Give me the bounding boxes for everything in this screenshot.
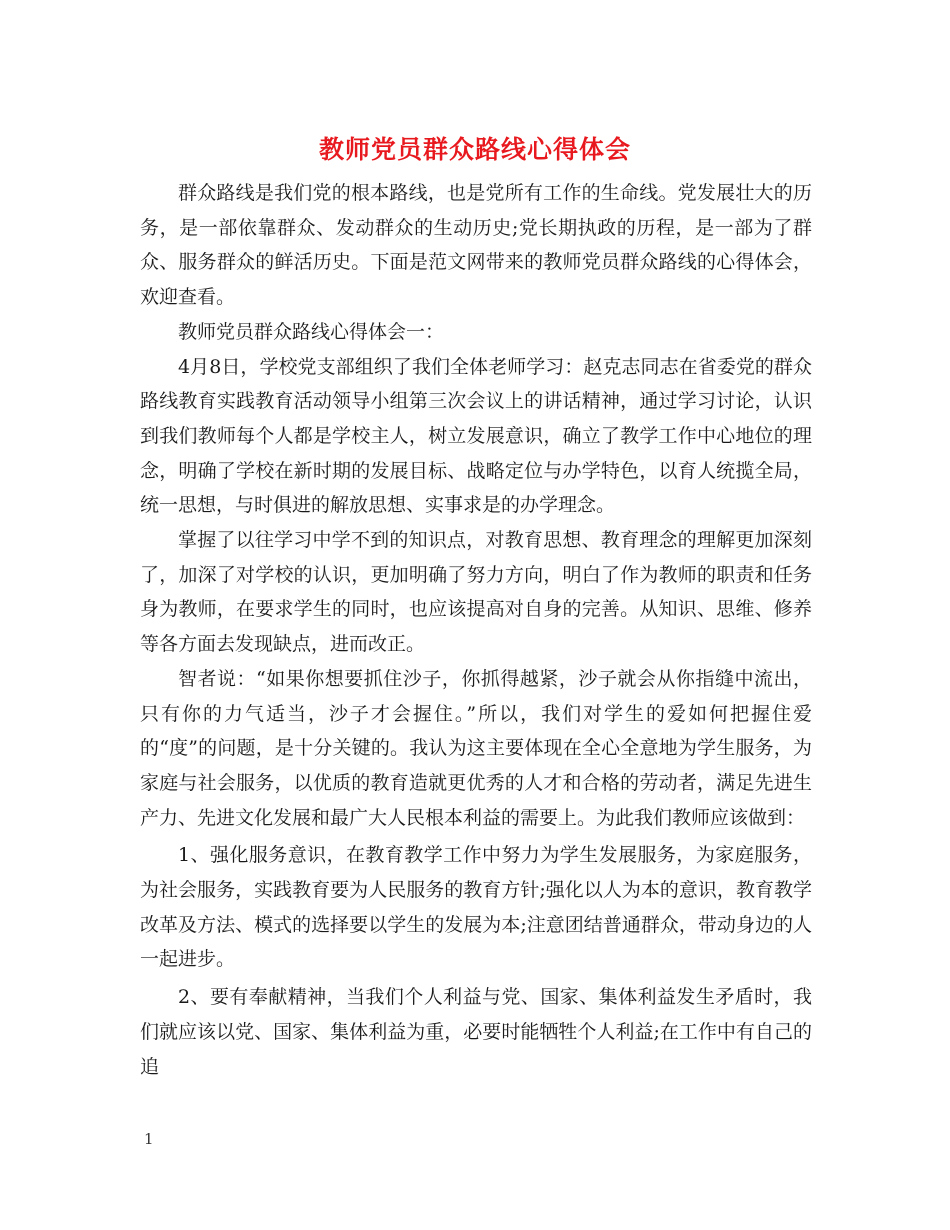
page-number: 1: [144, 1130, 154, 1148]
paragraph-subtitle: 教师党员群众路线心得体会一：: [178, 320, 445, 343]
paragraph-knowledge: 掌握了以往学习中学不到的知识点，对教育思想、教育理念的理解更加深刻了，加深了对学校的认识，更加明确了努力方向，明白了作为教师的职责和任务身为教师，在要求学生的同时，也应该提高对自身的完善。从知识、思维、修养等各方面去发现缺点，进而改正。: [140, 529, 812, 656]
paragraph-point-1: 1、强化服务意识，在教育教学工作中努力为学生发展服务，为家庭服务，为社会服务，实践教育要为人民服务的教育方针;强化以人为本的意识，教育教学改革及方法、模式的选择要以学生的发展为本;注意团结普通群众，带动身边的人一起进步。: [140, 844, 812, 971]
paragraph-study: 4月8日，学校党支部组织了我们全体老师学习：赵克志同志在省委党的群众路线教育实践教育活动领导小组第三次会议上的讲话精神，通过学习讨论，认识到我们教师每个人都是学校主人，树立发展意识，确立了教学工作中心地位的理念，明确了学校在新时期的发展目标、战略定位与办学特色，以育人统揽全局，统一思想，与时俱进的解放思想、实事求是的办学理念。: [140, 355, 812, 517]
paragraph-intro: 群众路线是我们党的根本路线，也是党所有工作的生命线。党发展壮大的历务，是一部依靠群众、发动群众的生动历史;党长期执政的历程，是一部为了群众、服务群众的鲜活历史。下面是范文网带来的教师党员群众路线的心得体会，欢迎查看。: [140, 182, 812, 309]
paragraph-quote: 智者说：“如果你想要抓住沙子，你抓得越紧，沙子就会从你指缝中流出，只有你的力气适当，沙子才会握住。”所以，我们对学生的爱如何把握住爱的“度”的问题，是十分关键的。我认为这主要体现在全心全意地为学生服务，为家庭与社会服务，以优质的教育造就更优秀的人才和合格的劳动者，满足先进生产力、先进文化发展和最广大人民根本利益的需要上。为此我们教师应该做到：: [140, 667, 812, 829]
document-body: [140, 176, 812, 1084]
paragraph-point-2: 2、要有奉献精神，当我们个人利益与党、国家、集体利益发生矛盾时，我们就应该以党、国家、集体利益为重，必要时能牺牲个人利益;在工作中有自己的追: [140, 986, 812, 1078]
document-title: 教师党员群众路线心得体会: [318, 135, 631, 164]
